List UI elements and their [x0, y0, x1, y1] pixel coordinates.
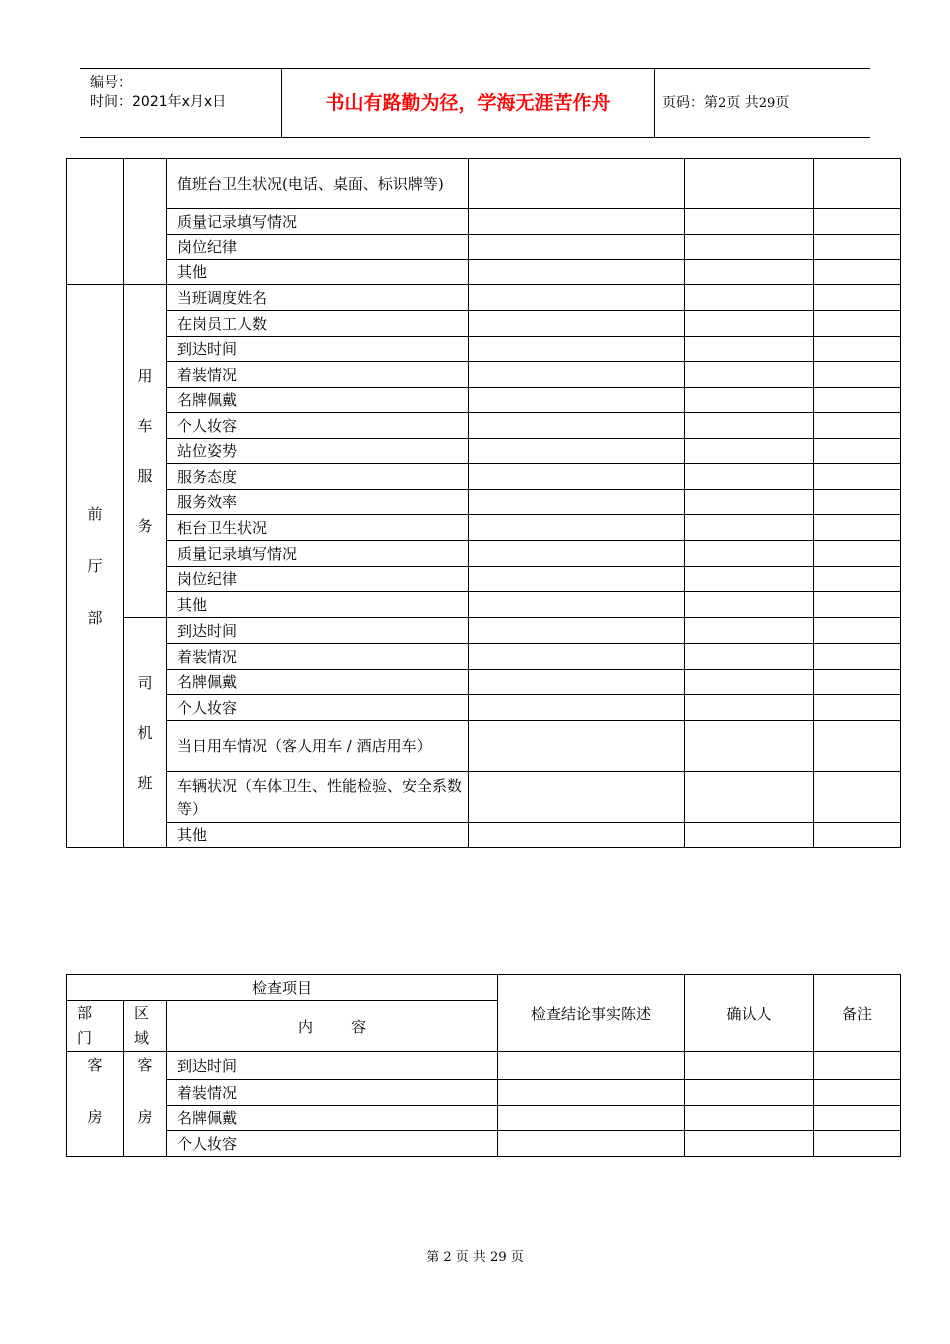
confirmer-cell [685, 670, 814, 695]
confirmer-cell [685, 285, 814, 311]
inspection-table-front-office [66, 158, 901, 848]
confirmer-cell [685, 1106, 814, 1131]
header-motto: 书山有路勤为径，学海无涯苦作舟 [282, 69, 655, 137]
table-row [67, 1080, 901, 1106]
table-row [67, 541, 901, 567]
table-row [67, 235, 901, 260]
conclusion-cell [469, 337, 685, 362]
conclusion-cell [469, 515, 685, 541]
table-row [67, 1131, 901, 1157]
confirmer-cell [685, 337, 814, 362]
confirmer-cell [685, 567, 814, 592]
table-row [67, 515, 901, 541]
check-item-label: 当日用车情况（客人用车 / 酒店用车） [167, 721, 469, 772]
remark-cell [814, 1106, 901, 1131]
confirmer-cell [685, 515, 814, 541]
check-item-label: 在岗员工人数 [167, 311, 469, 337]
header-area [124, 1001, 167, 1052]
check-item-label: 个人妆容 [167, 695, 469, 721]
conclusion-cell [469, 439, 685, 464]
confirmer-cell [685, 1052, 814, 1080]
check-item-label: 名牌佩戴 [167, 1106, 498, 1131]
area-char: 房 [137, 1108, 153, 1126]
confirmer-cell [685, 159, 814, 209]
header-dept-text: 部门 [77, 1004, 93, 1047]
table-row [67, 670, 901, 695]
table-row [67, 439, 901, 464]
conclusion-cell [469, 644, 685, 670]
check-item-label: 服务效率 [167, 490, 469, 515]
table-row [67, 362, 901, 388]
remark-cell [814, 644, 901, 670]
page-footer: 第 2 页 共 29 页 [426, 1250, 524, 1265]
table-row [67, 311, 901, 337]
confirmer-cell [685, 260, 814, 285]
confirmer-cell [685, 772, 814, 823]
dept-char: 客 [87, 1056, 103, 1074]
confirmer-cell [685, 644, 814, 670]
area-car-service-char: 车 [137, 417, 153, 435]
dept-cell-continued [67, 159, 124, 285]
confirmer-cell [685, 1131, 814, 1157]
header-page-info [662, 69, 789, 138]
check-item-label: 其他 [167, 260, 469, 285]
page-total: 29 [758, 96, 776, 111]
conclusion-cell [469, 260, 685, 285]
conclusion-cell [469, 490, 685, 515]
check-item-label: 站位姿势 [167, 439, 469, 464]
area-housekeeping [124, 1052, 167, 1157]
confirmer-cell [685, 695, 814, 721]
dept-front-office-char: 前 [87, 505, 103, 523]
remark-cell [814, 388, 901, 413]
confirmer-cell [685, 388, 814, 413]
check-item-label: 着装情况 [167, 362, 469, 388]
conclusion-cell [469, 464, 685, 490]
confirmer-cell [685, 490, 814, 515]
table-row [67, 772, 901, 823]
remark-cell [814, 721, 901, 772]
table-row [67, 567, 901, 592]
remark-cell [814, 618, 901, 644]
check-item-label: 岗位纪律 [167, 235, 469, 260]
page-mid: 页 共 [726, 95, 759, 111]
conclusion-cell [469, 285, 685, 311]
area-driver-team [124, 618, 167, 848]
area-char: 客 [137, 1056, 153, 1074]
confirmer-cell [685, 439, 814, 464]
confirmer-cell [685, 618, 814, 644]
remark-cell [814, 1131, 901, 1157]
remark-cell [814, 362, 901, 388]
remark-cell [814, 695, 901, 721]
check-item-label: 到达时间 [167, 1052, 498, 1080]
remark-cell [814, 209, 901, 235]
area-car-service [124, 285, 167, 618]
table-row [67, 209, 901, 235]
remark-cell [814, 515, 901, 541]
remark-cell [814, 490, 901, 515]
header-confirmer: 确认人 [685, 975, 814, 1052]
conclusion-cell [498, 1080, 685, 1106]
check-item-label: 柜台卫生状况 [167, 515, 469, 541]
check-item-label: 当班调度姓名 [167, 285, 469, 311]
table-row [67, 644, 901, 670]
confirmer-cell [685, 209, 814, 235]
header-remark: 备注 [814, 975, 901, 1052]
table-row [67, 490, 901, 515]
area-driver-team-char: 司 [137, 673, 153, 692]
confirmer-cell [685, 541, 814, 567]
table-row [67, 337, 901, 362]
check-item-label: 质量记录填写情况 [167, 209, 469, 235]
table-row [67, 464, 901, 490]
table-row [67, 618, 901, 644]
header-check-items: 检查项目 [67, 975, 498, 1001]
table-row [67, 823, 901, 848]
confirmer-cell [685, 721, 814, 772]
page-current: 2 [718, 96, 727, 111]
conclusion-cell [498, 1131, 685, 1157]
remark-cell [814, 311, 901, 337]
remark-cell [814, 285, 901, 311]
page-suffix: 页 [775, 95, 790, 111]
area-car-service-char: 用 [137, 367, 153, 385]
table-row [67, 413, 901, 439]
conclusion-cell [469, 388, 685, 413]
check-item-label: 服务态度 [167, 464, 469, 490]
remark-cell [814, 592, 901, 618]
dept-char: 房 [87, 1108, 103, 1126]
remark-cell [814, 439, 901, 464]
confirmer-cell [685, 235, 814, 260]
check-item-label: 个人妆容 [167, 413, 469, 439]
header-conclusion: 检查结论事实陈述 [498, 975, 685, 1052]
conclusion-cell [469, 721, 685, 772]
confirmer-cell [685, 362, 814, 388]
confirmer-cell [685, 1080, 814, 1106]
area-cell-continued [124, 159, 167, 285]
area-driver-team-char: 机 [137, 723, 153, 742]
table-row [67, 1052, 901, 1080]
conclusion-cell [469, 362, 685, 388]
dept-front-office [67, 285, 124, 848]
table-row [67, 721, 901, 772]
check-item-label: 名牌佩戴 [167, 388, 469, 413]
conclusion-cell [469, 541, 685, 567]
remark-cell [814, 1052, 901, 1080]
dept-front-office-char: 部 [87, 609, 103, 627]
check-item-label: 其他 [167, 823, 469, 848]
inspection-table-housekeeping [66, 974, 901, 1157]
conclusion-cell [469, 413, 685, 439]
remark-cell [814, 670, 901, 695]
code-label: 编号： [90, 75, 132, 91]
confirmer-cell [685, 311, 814, 337]
table-row [67, 388, 901, 413]
dept-front-office-char: 厅 [87, 557, 103, 575]
conclusion-cell [469, 695, 685, 721]
dept-housekeeping [67, 1052, 124, 1157]
remark-cell [814, 413, 901, 439]
conclusion-cell [469, 618, 685, 644]
page-prefix: 页码：第 [662, 95, 718, 111]
header-content: 内 容 [167, 1001, 498, 1052]
check-item-label: 到达时间 [167, 337, 469, 362]
remark-cell [814, 464, 901, 490]
table-row [67, 695, 901, 721]
remark-cell [814, 541, 901, 567]
check-item-label: 名牌佩戴 [167, 670, 469, 695]
check-item-label: 到达时间 [167, 618, 469, 644]
table-row [67, 1106, 901, 1131]
check-item-label: 值班台卫生状况(电话、桌面、标识牌等) [167, 159, 469, 209]
conclusion-cell [469, 235, 685, 260]
header-dept [67, 1001, 124, 1052]
conclusion-cell [469, 567, 685, 592]
area-car-service-char: 务 [137, 517, 153, 535]
check-item-label: 着装情况 [167, 644, 469, 670]
header-area-text: 区域 [134, 1004, 150, 1047]
conclusion-cell [469, 209, 685, 235]
table-row [67, 592, 901, 618]
check-item-label: 质量记录填写情况 [167, 541, 469, 567]
area-driver-team-char: 班 [137, 773, 153, 792]
table-row [67, 260, 901, 285]
check-item-label: 车辆状况（车体卫生、性能检验、安全系数等） [167, 772, 469, 823]
conclusion-cell [498, 1052, 685, 1080]
page-header [80, 68, 870, 138]
conclusion-cell [469, 311, 685, 337]
table-row [67, 159, 901, 209]
area-car-service-char: 服 [137, 467, 153, 485]
confirmer-cell [685, 592, 814, 618]
conclusion-cell [469, 772, 685, 823]
conclusion-cell [469, 823, 685, 848]
check-item-label: 着装情况 [167, 1080, 498, 1106]
conclusion-cell [469, 670, 685, 695]
confirmer-cell [685, 464, 814, 490]
check-item-label: 其他 [167, 592, 469, 618]
remark-cell [814, 159, 901, 209]
table-row [67, 285, 901, 311]
conclusion-cell [498, 1106, 685, 1131]
conclusion-cell [469, 592, 685, 618]
remark-cell [814, 260, 901, 285]
time-label: 时间：2021年x月x日 [90, 94, 227, 110]
remark-cell [814, 567, 901, 592]
confirmer-cell [685, 413, 814, 439]
remark-cell [814, 337, 901, 362]
remark-cell [814, 235, 901, 260]
confirmer-cell [685, 823, 814, 848]
conclusion-cell [469, 159, 685, 209]
remark-cell [814, 823, 901, 848]
remark-cell [814, 772, 901, 823]
check-item-label: 个人妆容 [167, 1131, 498, 1157]
check-item-label: 岗位纪律 [167, 567, 469, 592]
header-meta [80, 69, 282, 137]
remark-cell [814, 1080, 901, 1106]
